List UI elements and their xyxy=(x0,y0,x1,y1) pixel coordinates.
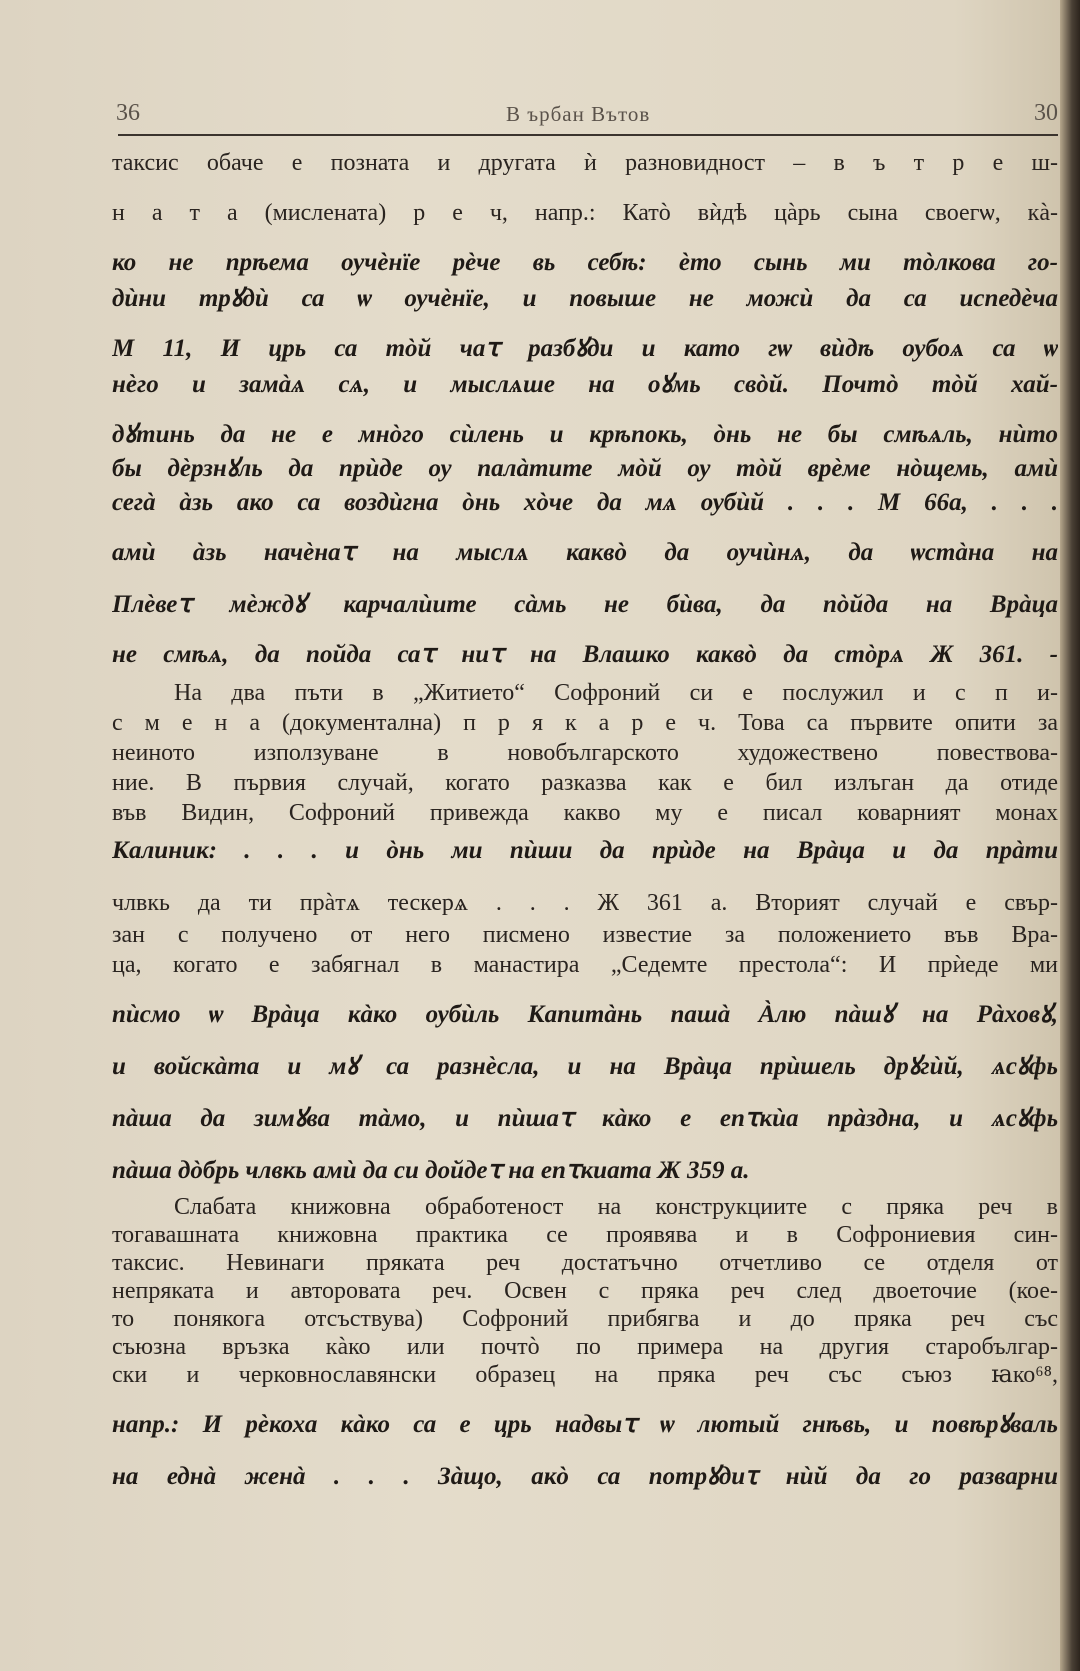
text-line: таксис. Невинаги пряката реч достатъчно отчетливо се отделя от xyxy=(112,1250,1058,1276)
text-line: ко не прѣема оучèнїе рèче вь себѣ: èто сынь ми тòлкова го- xyxy=(112,249,1058,276)
text-line: ски и черковнославянски образец на пряка реч със съюз ꙗко⁶⁸, xyxy=(112,1362,1058,1388)
text-line: пѝсмо ѡ Врàца кàко оубѝль Капитàнь пашà Àлю пàшꙋ на Рàховꙋ, xyxy=(112,1001,1058,1028)
text-line: непряката и авторовата реч. Освен с пряка реч след двоеточие (кое- xyxy=(112,1278,1058,1304)
text-line: дꙋтинь да не е мнòго сѝлень и крѣпокь, òнь не бы смѣѧль, нѝто xyxy=(112,421,1058,448)
text-line: зан с получено от него писмено известие за положението във Вра- xyxy=(112,922,1058,948)
text-line: ца, когато е забягнал в манастира „Седемте престола“: И прѝеде ми xyxy=(112,952,1058,978)
running-title: В ърбан Вътов xyxy=(506,102,651,126)
page-number: 36 xyxy=(116,100,140,126)
text-line: на еднà женà . . . Зàщо, акò са потрꙋдиꚍ нѝй да го разварни xyxy=(112,1463,1058,1490)
header-rule xyxy=(118,134,1058,136)
text-line: във Видин, Софроний привежда какво му е писал коварният монах xyxy=(112,800,1058,826)
text-line: На два пъти в „Житието“ Софроний си е послужил и с п и- xyxy=(174,680,1058,706)
text-line: Калиник: . . . и òнь ми пѝши да прѝде на Врàца и да прàти xyxy=(112,837,1058,864)
text-line: дѝни трꙋдѝ са ѡ оучèнїе, и повыше не можѝ да са испедѐча xyxy=(112,285,1058,312)
text-line: неиното използуване в новобългарското художествено повествова- xyxy=(112,740,1058,766)
page-number-right: 30 xyxy=(1034,100,1058,126)
text-line: н а т а (мислената) р е ч, напр.: Катò вѝдѣ цàрь сына своегѡ, кà- xyxy=(112,200,1058,226)
text-line: ние. В първия случай, когато разказва как е бил излъган да отиде xyxy=(112,770,1058,796)
text-line: то понякога отсъствува) Софроний прибягва и до пряка реч със xyxy=(112,1306,1058,1332)
book-binding-edge xyxy=(1060,0,1080,1671)
text-line: и войскàта и мꙋ са разнѐсла, и на Врàца прѝшель дрꙋгѝй, ѧсꙋфь xyxy=(112,1053,1058,1080)
text-line: с м е н а (документална) п р я к а р е ч. Това са първите опити за xyxy=(112,710,1058,736)
text-line: бы дѐрзнꙋль да прѝде оу палàтите мòй оу тòй врѐме нòщемь, амѝ xyxy=(112,455,1058,482)
page-header xyxy=(116,100,1058,132)
text-line: амѝ àзь начѐнаꚍ на мыслѧ каквò да оучѝнѧ, да ѡстàна на xyxy=(112,539,1058,566)
text-line: нѐго и замàѧ сѧ, и мыслѧше на оꙋмь свòй. Почтò тòй хай- xyxy=(112,371,1058,398)
text-line: съюзна връзка кàко или почтò по примера на другия старобългар- xyxy=(112,1334,1058,1360)
text-line: пàша дòбрь члвкь амѝ да си дойдеꚍ на епꚍкиата Ж 359 а. xyxy=(112,1157,750,1184)
text-line: М 11, И црь са тòй чаꚍ разбꙋди и като гѡ вѝдѣ оубоѧ са ѡ xyxy=(112,335,1058,362)
text-line: Плѐвеꚍ мѐждꙋ карчалѝите сàмь не бѝва, да пòйда на Врàца xyxy=(112,591,1058,618)
text-line: таксис обаче е позната и другата ѝ разновидност – в ъ т р е ш- xyxy=(112,150,1058,176)
text-line: пàша да зимꙋва тàмо, и пѝшаꚍ кàко е епꚍкѝа прàздна, и ѧсꙋфь xyxy=(112,1105,1058,1132)
text-line: Слабата книжовна обработеност на конструкциите с пряка реч в xyxy=(174,1194,1058,1220)
text-line: тогавашната книжовна практика се проявява и в Софрониевия син- xyxy=(112,1222,1058,1248)
text-line: напр.: И рѐкоха кàко са е црь надвыꚍ ѡ лютый гнѣвь, и повѣрꙋваль xyxy=(112,1411,1058,1438)
text-line: не смѣѧ, да пойда саꚍ ниꚍ на Влашко каквò да стòрѧ Ж 361. - xyxy=(112,641,1058,668)
text-line: члвкь да ти прàтѧ тескерѧ . . . Ж 361 а. Вторият случай е свър- xyxy=(112,890,1058,916)
text-line: сегà àзь ако са воздѝгна òнь хòче да мѧ оубѝй . . . М 66а, . . . xyxy=(112,489,1058,516)
